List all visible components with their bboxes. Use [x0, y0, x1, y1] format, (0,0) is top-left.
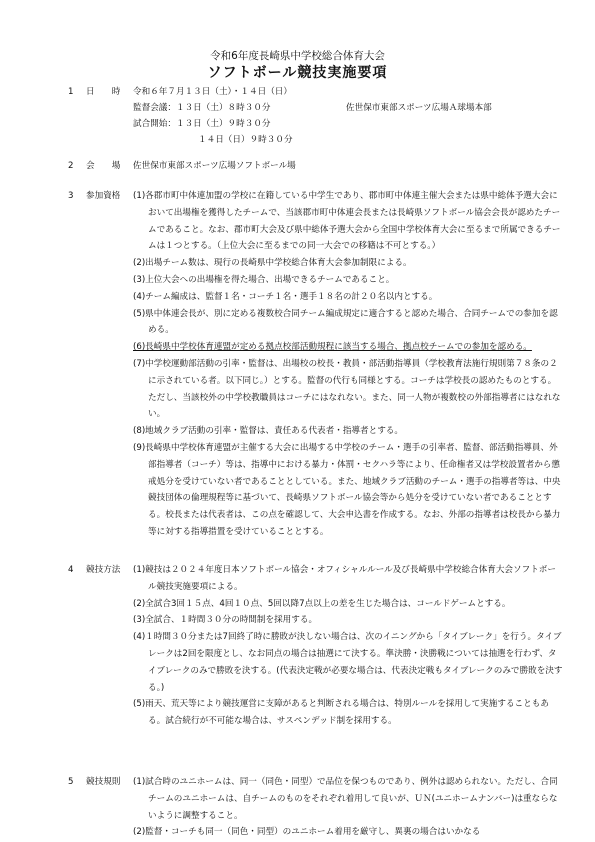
list-item: (1)各郡市町中体連加盟の学校に在籍している中学生であり、郡市町中体連主催大会または県中総体予選大会において出場権を獲得したチームで、当該郡市町中体連会長または長崎県ソフトボール協会会長が認めたチームであること。なお、郡市町大会及び県中総体予選大会から全国中学校体育大会に至るまで所属できるチームは１つとする。（上位大会に至るまでの同一大会での移籍は不可とする。） — [133, 191, 561, 252]
title-line-2: ソフトボール競技実施要項 — [207, 65, 388, 81]
section-1-meeting-place: 佐世保市東部スポーツ広場Ａ球場本部 — [346, 103, 492, 113]
list-item: (4)１時間３０分または7回終了時に勝敗が決しない場合は、次のイニングから「タイブレーク」を行う。タイブレークは2回を限度とし、なお同点の場合は抽選にて決する。準決勝・決勝戦については抽選を行わず、タイブレークのみで勝敗を決する。(代表決定戦が必要な場合は、代表決定戦もタイブレークのみで勝敗を決する。) — [133, 632, 563, 693]
section-3-label: 参加資格 — [86, 191, 121, 201]
list-item: (1)試合時のユニホームは、同一（同色・同型）で品位を保つものであり、例外は認められない。ただし、合同チームのユニホームは、自チームのものをそれぞれ着用して良いが、ＵＮ(ユニホームナンバー)は重ならないように調整すること。 — [133, 777, 558, 821]
section-2-label: 会 場 — [86, 161, 121, 171]
list-item: (2)全試合3回１５点、4回１０点、5回以降7点以上の差を生じた場合は、コールドゲームとする。 — [133, 598, 511, 609]
list-item: (4)チーム編成は、監督１名・コーチ１名・選手１８名の計２０名以内とする。 — [133, 291, 438, 302]
section-1-meeting: 監督会議：１３日（土）８時３０分 — [133, 103, 271, 113]
list-item: (2)出場チーム数は、現行の長崎県中学校総合体育大会参加制限による。 — [133, 258, 412, 269]
section-5-label: 競技規則 — [86, 777, 121, 787]
section-1-dates: 令和６年７月１３日（土）・１４日（日） — [133, 87, 292, 97]
section-4-label: 競技方法 — [86, 565, 121, 575]
list-item: (1)競技は２０２４年度日本ソフトボール協会・オフィシャルルール及び長崎県中学校総合体育大会ソフトボール競技実施要項による。 — [133, 565, 556, 592]
section-2-venue: 佐世保市東部スポーツ広場ソフトボール場 — [133, 161, 296, 171]
section-5-body — [133, 774, 563, 841]
section-4-body — [133, 562, 563, 730]
section-3-number: 3 — [68, 191, 74, 201]
list-item: (5)県中体連会長が、別に定める複数校合同チーム編成規定に適合すると認めた場合、合同チームでの参加を認める。 — [133, 308, 558, 336]
section-2-number: 2 — [68, 161, 74, 171]
section-3-body — [133, 188, 563, 541]
section-1-label: 日 時 — [86, 87, 121, 97]
list-item-underlined: (6)長崎県中学校体育連盟が定める拠点校部活動規程に該当する場合、拠点校チームでの参加を認める。 — [133, 342, 532, 353]
section-1-game-start: 試合開始：１３日（土）９時３０分 — [133, 119, 271, 129]
list-item: (9)長崎県中学校体育連盟が主催する大会に出場する中学校のチーム・選手の引率者、監督、部活動指導員、外部指導者（コーチ）等は、指導中における暴力・体罰・セクハラ等により、任命権者又は学校設置者から懲戒処分を受けていない者であることとしている。また、地域クラブ活動のチーム・選手の指導者等は、中央競技団体の倫理規程等に基づいて、長崎県ソフトボール協会等から処分を受けていない者であることとする。校長または代表者は、この点を確認して、大会申込書を作成する。なお、外部の指導者は校長から暴力等に対する指導措置を受けていることとする。 — [133, 442, 561, 537]
list-item: (7)中学校運動部活動の引率・監督は、出場校の校長・教員・部活動指導員（学校教育法施行規則第７８条の２に示されている者。以下同じ。）とする。監督の代行も同様とする。コーチは学校長の認めたものとする。ただし、当該校外の中学校教職員はコーチにはなれない。また、同一人物が複数校の外部指導者にはなれない。 — [133, 358, 561, 420]
list-item: (3)全試合、１時間３０分の時間制を採用する。 — [133, 615, 318, 626]
list-item: (3)上位大会への出場権を得た場合、出場できるチームであること。 — [133, 274, 395, 285]
list-item: (5)雨天、荒天等により競技運営に支障があると判断される場合は、特別ルールを採用して実施することもある。試合続行が不可能な場合は、サスペンデッド制を採用する。 — [133, 699, 549, 727]
title-line-1: 令和6年度長崎県中学校総合体育大会 — [210, 50, 385, 62]
section-1-game-start-2: １４日（日）９時３０分 — [198, 135, 293, 145]
list-item: (8)地域クラブ活動の引率・監督は、責任ある代表者・指導者とする。 — [133, 426, 403, 437]
section-4-number: 4 — [68, 565, 74, 575]
list-item: (2)監督・コーチも同一（同色・同型）のユニホーム着用を厳守し、異裏の場合はいかなる — [133, 827, 481, 838]
section-5-number: 5 — [68, 777, 74, 787]
section-1-number: 1 — [68, 87, 74, 97]
